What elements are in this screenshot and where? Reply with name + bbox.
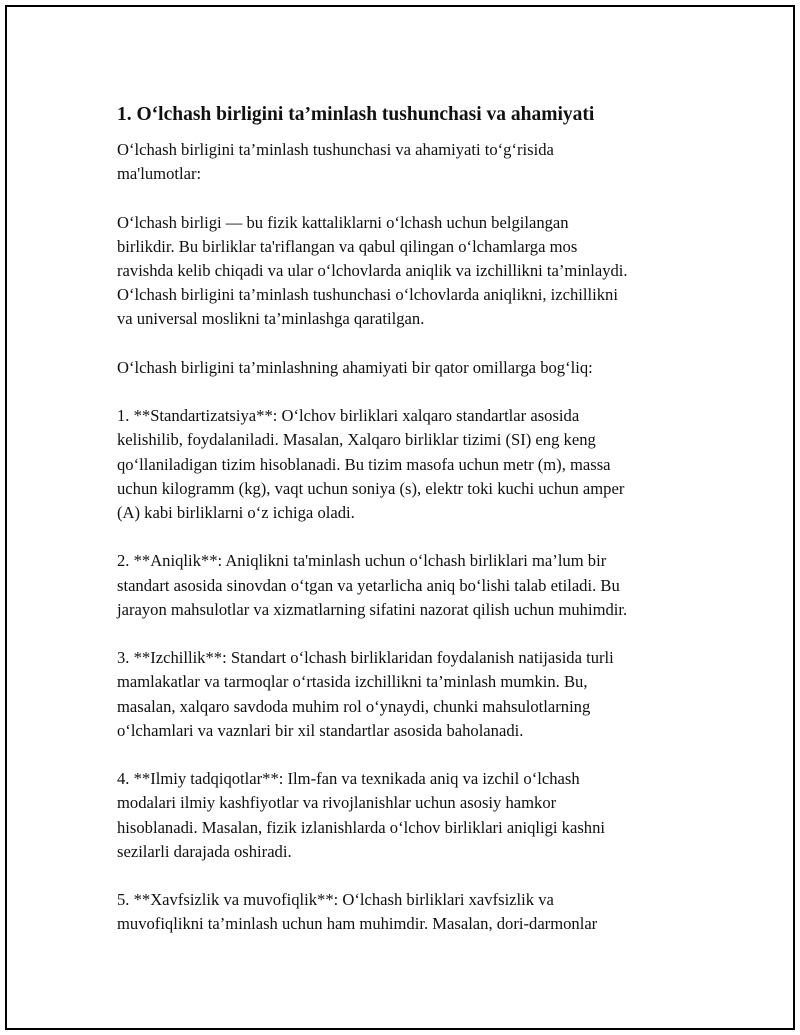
- text-line: 5. **Xavfsizlik va muvofiqlik**: O‘lchash birliklari xavfsizlik va: [117, 890, 554, 910]
- list-item-consistency: [117, 646, 707, 743]
- document-body: [117, 102, 707, 961]
- text-line: va universal moslikni ta’minlashga qaratilgan.: [117, 309, 425, 329]
- document-page: [5, 5, 795, 1030]
- list-item-standardization: [117, 404, 707, 525]
- text-line: modalari ilmiy kashfiyotlar va rivojlanishlar uchun asosiy hamkor: [117, 793, 557, 813]
- importance-paragraph: [117, 356, 707, 380]
- text-line: o‘lchamlari va vaznlari bir xil standartlar asosida baholanadi.: [117, 720, 524, 740]
- text-line: standart asosida sinovdan o‘tgan va yetarlicha aniq bo‘lishi talab etiladi. Bu: [117, 575, 620, 595]
- text-line: 1. **Standartizatsiya**: O‘lchov birliklari xalqaro standartlar asosida: [117, 406, 580, 426]
- definition-paragraph: [117, 211, 707, 332]
- intro-paragraph: [117, 138, 707, 186]
- text-line: muvofiqlikni ta’minlash uchun ham muhimdir. Masalan, dori-darmonlar: [117, 914, 598, 934]
- text-line: 3. **Izchillik**: Standart o‘lchash birliklaridan foydalanish natijasida turli: [117, 648, 614, 668]
- text-line: kelishilib, foydalaniladi. Masalan, Xalqaro birliklar tizimi (SI) eng keng: [117, 430, 596, 450]
- text-line: masalan, xalqaro savdoda muhim rol o‘ynaydi, chunki mahsulotlarning: [117, 696, 591, 716]
- text-line: O‘lchash birligi — bu fizik kattaliklarni o‘lchash uchun belgilangan: [117, 212, 569, 232]
- list-item-safety: [117, 888, 707, 936]
- text-line: jarayon mahsulotlar va xizmatlarning sifatini nazorat qilish uchun muhimdir.: [117, 599, 628, 619]
- text-line: hisoblanadi. Masalan, fizik izlanishlarda o‘lchov birliklari aniqligi kashni: [117, 817, 606, 837]
- section-heading: 1. O‘lchash birligini ta’minlash tushunchasi va ahamiyati: [117, 104, 595, 125]
- list-item-accuracy: [117, 549, 707, 622]
- text-line: O‘lchash birligini ta’minlash tushunchasi va ahamiyati to‘g‘risida: [117, 140, 554, 159]
- text-line: mamlakatlar va tarmoqlar o‘rtasida izchillikni ta’minlash mumkin. Bu,: [117, 672, 588, 692]
- text-line: ravishda kelib chiqadi va ular o‘lchovlarda aniqlik va izchillikni ta’minlaydi.: [117, 261, 628, 280]
- text-line: 4. **Ilmiy tadqiqotlar**: Ilm-fan va texnikada aniq va izchil o‘lchash: [117, 769, 580, 789]
- text-line: 2. **Aniqlik**: Aniqlikni ta'minlash uchun o‘lchash birliklari ma’lum bir: [117, 551, 607, 571]
- text-line: ma'lumotlar:: [117, 164, 202, 184]
- list-item-research: [117, 767, 707, 864]
- text-line: qo‘llaniladigan tizim hisoblanadi. Bu tizim masofa uchun metr (m), massa: [117, 454, 611, 474]
- text-line: O‘lchash birligini ta’minlash tushunchasi o‘lchovlarda aniqlikni, izchillikni: [117, 285, 618, 305]
- text-line: O‘lchash birligini ta’minlashning ahamiyati bir qator omillarga bog‘liq:: [117, 357, 593, 377]
- text-line: uchun kilogramm (kg), vaqt uchun soniya (s), elektr toki kuchi uchun amper: [117, 478, 625, 498]
- text-line: birlikdir. Bu birliklar ta'riflangan va qabul qilingan o‘lchamlarga mos: [117, 236, 578, 256]
- text-line: sezilarli darajada oshiradi.: [117, 841, 292, 861]
- text-line: (A) kabi birliklarni o‘z ichiga oladi.: [117, 503, 355, 522]
